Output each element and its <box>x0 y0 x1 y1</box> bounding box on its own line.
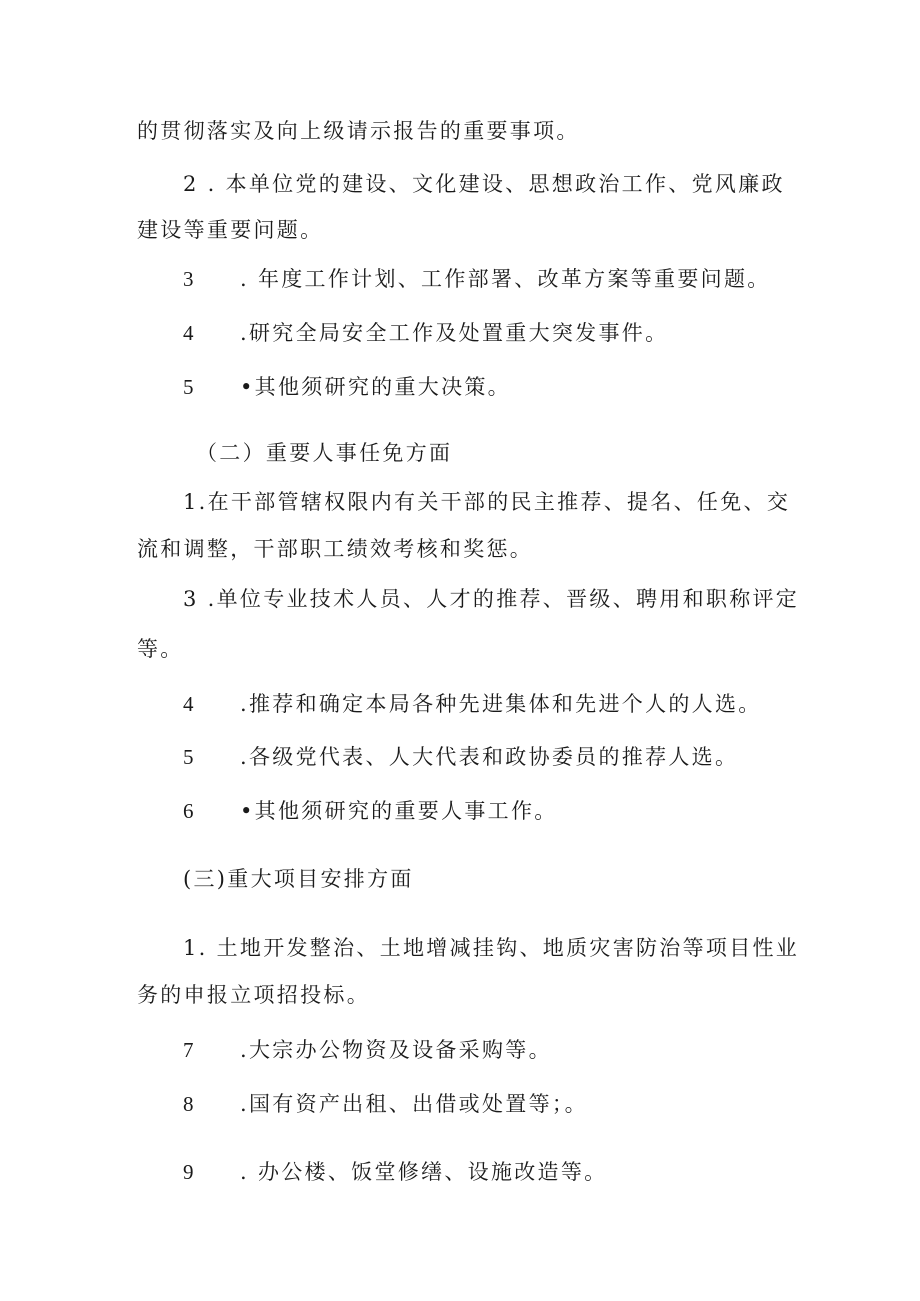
line-text: 2 . 本单位党的建设、文化建设、思想政治工作、党风廉政 <box>183 172 785 196</box>
line-text: 建设等重要问题。 <box>137 218 324 242</box>
item-text: .推荐和确定本局各种先进集体和先进个人的人选。 <box>240 692 762 716</box>
line-text: 1. 土地开发整治、土地增减挂钩、地质灾害防治等项目性业 <box>183 936 800 960</box>
item-text: •其他须研究的重大决策。 <box>240 375 511 399</box>
item-number: 6 <box>183 799 194 823</box>
line-text: 流和调整，干部职工绩效考核和奖惩。 <box>137 537 534 561</box>
item-text: .国有资产出租、出借或处置等；。 <box>240 1092 588 1116</box>
item-text: .各级党代表、人大代表和政协委员的推荐人选。 <box>240 745 739 769</box>
item-number: 7 <box>183 1038 194 1062</box>
item-number: 5 <box>183 375 194 399</box>
item-number: 3 <box>183 267 194 291</box>
heading-text: (三)重大项目安排方面 <box>183 867 414 891</box>
item-text: . 年度工作计划、工作部署、改革方案等重要问题。 <box>240 267 771 291</box>
line-text: 3 .单位专业技术人员、人才的推荐、晋级、聘用和职称评定 <box>183 587 800 611</box>
item-text: . 办公楼、饭堂修缮、设施改造等。 <box>240 1160 608 1184</box>
heading-text: （二）重要人事任免方面 <box>196 441 453 465</box>
item-text: .研究全局安全工作及处置重大突发事件。 <box>240 321 669 345</box>
line-text: 等。 <box>137 637 184 661</box>
item-number: 5 <box>183 745 194 769</box>
item-text: •其他须研究的重要人事工作。 <box>240 799 558 823</box>
item-number: 8 <box>183 1092 194 1116</box>
item-text: .大宗办公物资及设备采购等。 <box>240 1038 552 1062</box>
item-number: 9 <box>183 1160 194 1184</box>
line-text: 1.在干部管辖权限内有关干部的民主推荐、提名、任免、交 <box>183 490 791 514</box>
item-number: 4 <box>183 692 194 716</box>
item-number: 4 <box>183 321 194 345</box>
line-text: 务的申报立项招投标。 <box>137 983 370 1007</box>
line-text: 的贯彻落实及向上级请示报告的重要事项。 <box>137 119 580 143</box>
